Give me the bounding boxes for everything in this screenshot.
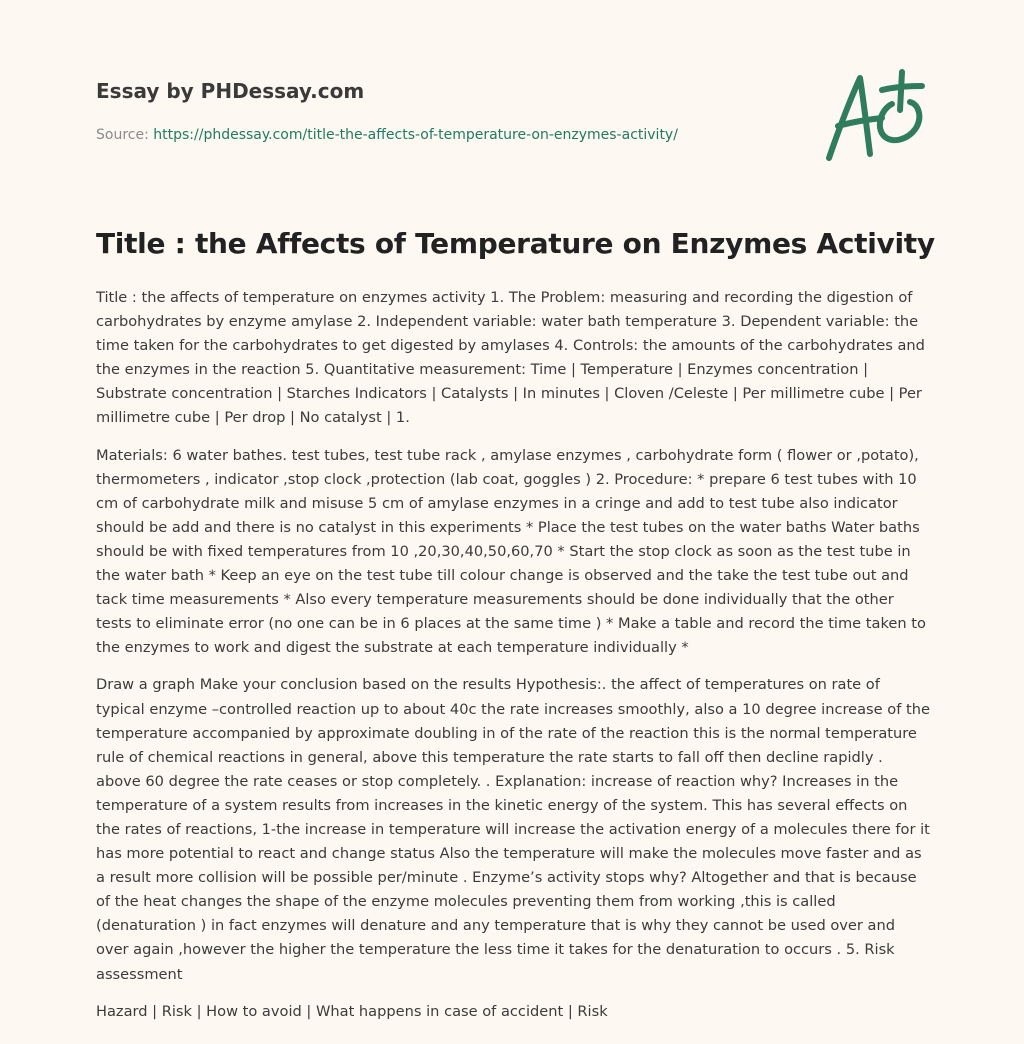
essay-paragraph: Draw a graph Make your conclusion based on the results Hypothesis:. the affect of temperatures on rate of typical enzyme –controlled reaction up to about 40c the rate increases smoothly, also a 10 degree increase of the temperature accompanied by approximate doubling in of the rate of the reaction this is the normal temperature rule of chemical reactions in general, above this temperature the rate starts to fall off then decline rapidly . above 60 degree the rate ceases or stop completely. . Explanation: increase of reaction why? Increases in the temperature of a system results from increases in the kinetic energy of the system. This has several effects on the rates of reactions, 1-the increase in temperature will increase the activation energy of a molecules there for it has more potential to react and change status Also the temperature will make the molecules move faster and as a result more collision will be possible per/minute . Enzyme’s activity stops why? Altogether and that is because of the heat changes the shape of the enzyme molecules preventing them from working ,this is called (denaturation ) in fact enzymes will denature and any temperature that is why they cannot be used over and over again ,however the higher the temperature the less time it takes for the denaturation to occurs . 5. Risk assessment xyxy=(96,676,930,983)
a-plus-logo-svg xyxy=(820,66,930,166)
essay-title: Title : the Affects of Temperature on Enzymes Activity xyxy=(96,227,935,260)
source-link[interactable]: https://phdessay.com/title-the-affects-of-temperature-on-enzymes-activity/ xyxy=(153,127,678,143)
a-plus-grade-icon xyxy=(820,66,930,166)
essay-paragraph: Title : the affects of temperature on enzymes activity 1. The Problem: measuring and recording the digestion of carbohydrates by enzyme amylase 2. Independent variable: water bath temperature 3. Dependent variable: the time taken for the carbohydrates to get digested by amylases 4. Controls: the amounts of the carbohydrates and the enzymes in the reaction 5. Quantitative measurement: Time | Temperature | Enzymes concentration | Substrate concentration | Starches Indicators | Catalysts | In minutes | Cloven /Celeste | Per millimetre cube | Per millimetre cube | Per drop | No catalyst | 1. xyxy=(96,289,925,427)
essay-body xyxy=(96,286,932,1037)
site-brand: Essay by PHDessay.com xyxy=(96,79,365,103)
essay-paragraph: Materials: 6 water bathes. test tubes, test tube rack , amylase enzymes , carbohydrate form ( flower or ,potato), thermometers , indicator ,stop clock ,protection (lab coat, goggles ) 2. Procedure: * prepare 6 test tubes with 10 cm of carbohydrate milk and misuse 5 cm of amylase enzymes in a cringe and add to test tube also indicator should be add and there is no catalyst in this experiments * Place the test tubes on the water baths Water baths should be with fixed temperatures from 10 ,20,30,40,50,60,70 * Start the stop clock as soon as the test tube in the water bath * Keep an eye on the test tube till colour change is observed and the take the test tube out and tack time measurements * Also every temperature measurements should be done individually that the other tests to eliminate error (no one can be in 6 places at the same time ) * Make a table and record the time taken to the enzymes to work and digest the substrate at each temperature individually * xyxy=(96,446,926,657)
source-label: Source: xyxy=(96,127,154,143)
essay-paragraph: Hazard | Risk | How to avoid | What happens in case of accident | Risk xyxy=(96,1002,608,1020)
source-line xyxy=(96,125,796,145)
essay-header xyxy=(96,77,796,145)
